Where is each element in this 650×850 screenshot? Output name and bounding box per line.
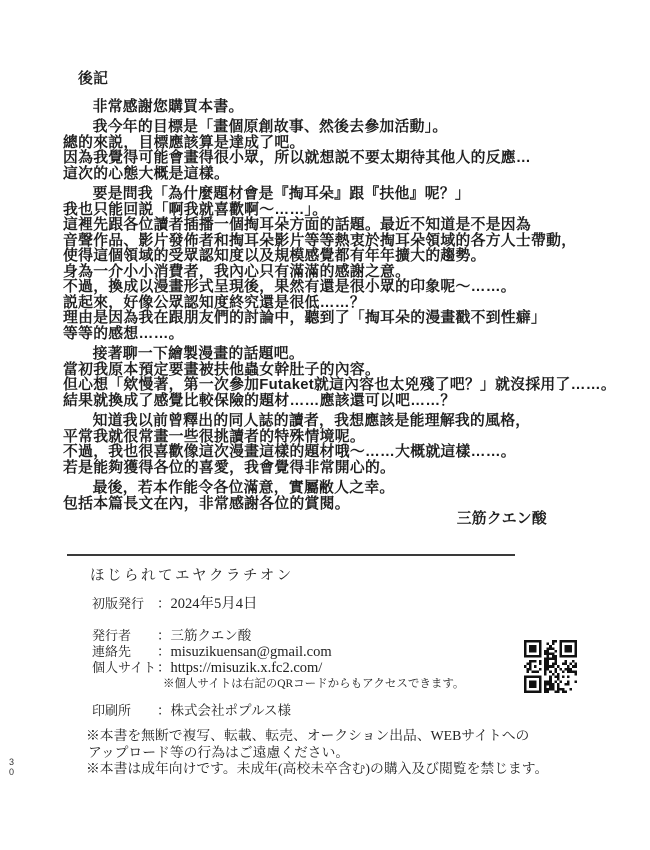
colophon-row-website (92, 656, 322, 677)
book-title: ほじられてエヤクラチオン (90, 568, 294, 584)
afterword-line: 音聲作品、影片發佈者和掏耳朵影片等等熱衷於掏耳朵領域的各方人士帶動， (63, 232, 577, 249)
author-signature: 三筋クエン酸 (456, 511, 547, 527)
colophon-separator: ： (157, 703, 171, 718)
afterword-line: 包括本篇長文在內，非常感謝各位的賞閱。 (63, 495, 350, 512)
afterword-line: 但心想「欸慢著，第一次參加Futaket就這內容也太兇殘了吧？」就沒採用了……。 (63, 377, 616, 393)
colophon-label: 印刷所 (92, 703, 132, 718)
afterword-paragraph (63, 187, 585, 342)
website-url: https://misuzik.x.fc2.com/ (170, 660, 323, 676)
disclaimer-line: ※本書を無断で複写、転載、転売、オークション出品、WEBサイトへの (86, 728, 530, 743)
afterword-line: 非常感謝您購買本書。 (92, 98, 244, 115)
disclaimer-line: アップロード等の行為はご遠慮ください。 (88, 744, 350, 760)
colophon-label: 発行者 (92, 628, 132, 643)
afterword-line: 平常我就很常畫一些很挑讀者的特殊情境呢。 (63, 428, 365, 445)
afterword-line: 若是能夠獲得各位的喜愛，我會覺得非常開心的。 (63, 459, 396, 476)
colophon-row-first-edition (92, 592, 258, 613)
afterword-paragraph (63, 100, 585, 116)
afterword-line: 要是問我「為什麼題材會是『掏耳朵』跟『扶他』呢？」 (92, 186, 471, 202)
afterword-line: 因為我覺得可能會畫得很小眾，所以就想説不要太期待其他人的反應… (63, 150, 532, 166)
colophon-value: 2024年5月4日 (170, 596, 258, 612)
afterword-paragraph (63, 346, 616, 409)
afterword-line: 總的來説，目標應該算是達成了吧。 (63, 134, 305, 151)
qr-note: ※個人サイトは右記のQRコードからもアクセスできます。 (163, 678, 465, 690)
colophon-label: 連絡先 (92, 644, 132, 659)
afterword-line: 最後，若本作能令各位滿意，實屬敝人之幸。 (92, 480, 395, 496)
colophon-separator: ： (157, 644, 171, 659)
colophon-separator: ： (157, 596, 171, 611)
qr-code-icon (524, 640, 577, 693)
afterword-line: 結果就換成了感覺比較保險的題材……應該還可以吧……？ (63, 392, 456, 409)
colophon-value: 三筋クエン酸 (170, 628, 252, 643)
afterword-line: 不過，換成以漫畫形式呈現後，果然有還是很小眾的印象呢～……。 (63, 279, 516, 295)
afterword-line: 理由是因為我在跟朋友們的討論中，聽到了「掏耳朵的漫畫戳不到性癖」 (63, 310, 547, 326)
afterword-line: 我今年的目標是「畫個原創故事、然後去參加活動」。 (92, 119, 448, 135)
divider-line (67, 554, 515, 556)
colophon-label: 個人サイト (92, 660, 157, 675)
disclaimer-block (86, 728, 548, 778)
colophon-label: 初版発行 (92, 596, 145, 611)
afterword-line: 知道我以前曾釋出的同人誌的讀者，我想應該是能理解我的風格， (92, 413, 531, 429)
afterword-line: 這次的心態大概是這樣。 (63, 165, 230, 182)
afterword-section (63, 71, 616, 528)
contact-email: misuzikuensan@gmail.com (170, 644, 332, 660)
afterword-line: 身為一介小小消費者，我內心只有滿滿的感謝之意。 (63, 263, 411, 280)
afterword-line: 當初我原本預定要畫被扶他蟲女幹肚子的內容。 (63, 361, 381, 378)
afterword-line: 不過，我也很喜歡像這次漫畫這樣的題材哦～……大概就這樣……。 (63, 444, 516, 460)
afterword-line: 我也只能回説「啊我就喜歡啊～……」。 (63, 201, 328, 218)
disclaimer-line: ※本書は成年向けです。未成年(高校未卒含む)の購入及び閲覧を禁じます。 (86, 761, 549, 776)
afterword-heading: 後記 (78, 71, 109, 87)
afterword-line: 等等的感想……。 (63, 325, 184, 342)
afterword-line: 使得這個領域的受眾認知度以及規模感覺都有年年擴大的趨勢。 (63, 248, 486, 264)
page-number: 30 (9, 757, 15, 777)
colophon-separator: ： (157, 628, 171, 643)
colophon-row-printer (92, 699, 291, 719)
afterword-line: 這裡先跟各位讀者插播一個掏耳朵方面的話題。最近不知道是不是因為 (63, 217, 532, 233)
afterword-line: 説起來，好像公眾認知度終究還是很低……？ (63, 294, 365, 311)
afterword-line: 接著聊一下繪製漫畫的話題吧。 (92, 346, 304, 362)
afterword-paragraph (63, 481, 585, 512)
afterword-paragraph (63, 120, 585, 182)
afterword-paragraph (63, 414, 585, 476)
colophon-separator: ： (157, 660, 171, 675)
colophon-value: 株式会社ポプルス様 (170, 703, 292, 718)
